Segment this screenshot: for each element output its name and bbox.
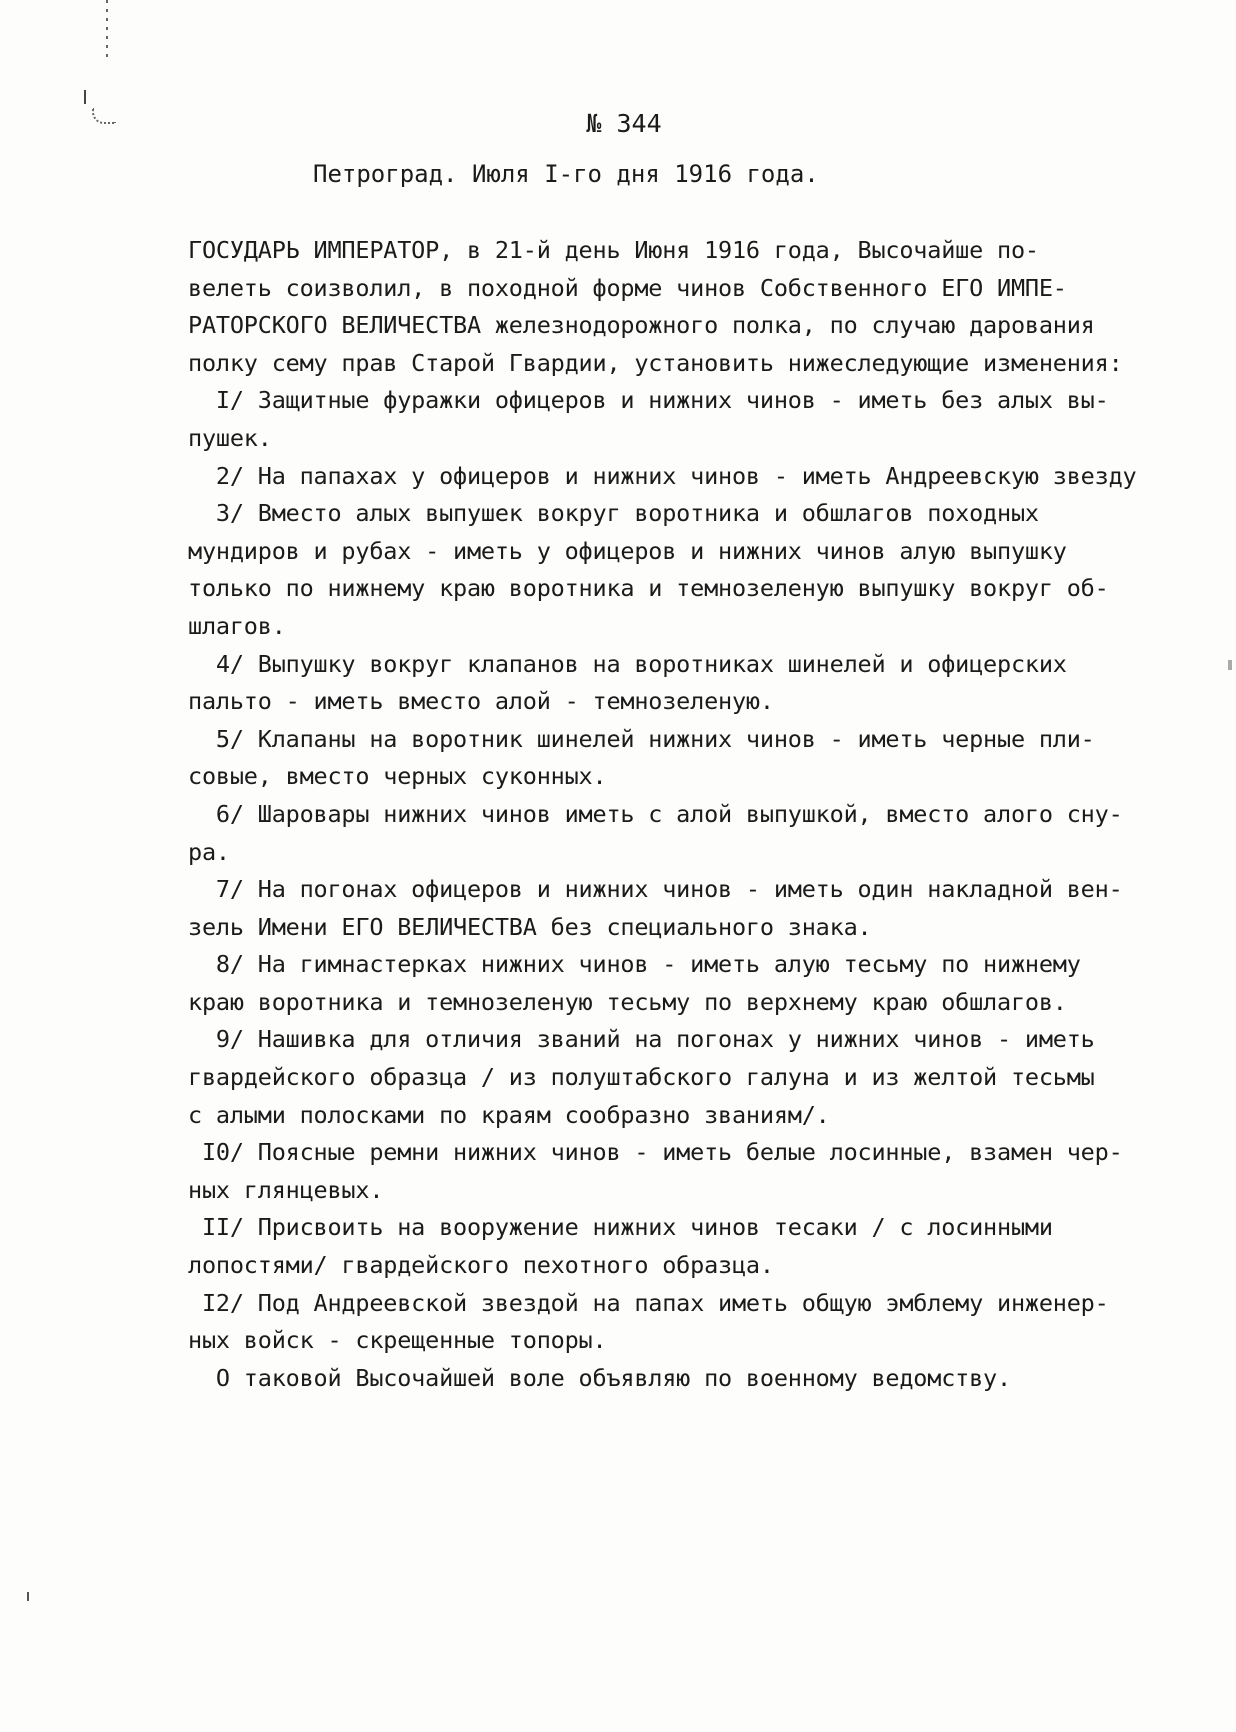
text-line: с алыми полосками по краям сообразно званиям/. — [188, 1100, 830, 1129]
text-line: 8/ На гимнастерках нижних чинов - иметь алую тесьму по нижнему — [188, 950, 1081, 979]
text-line: гвардейского образца / из полуштабского галуна и из желтой тесьмы — [188, 1063, 1095, 1092]
text-line: велеть соизволил, в походной форме чинов Собственного ЕГО ИМПЕ- — [188, 273, 1067, 302]
text-line: 4/ Выпушку вокруг клапанов на воротниках шинелей и офицерских — [188, 649, 1067, 678]
text-line: I0/ Поясные ремни нижних чинов - иметь белые лосинные, взамен чер- — [188, 1138, 1123, 1167]
text-line: шлагов. — [188, 611, 286, 640]
document-number: № 344 — [586, 109, 662, 138]
text-line: совые, вместо черных суконных. — [188, 762, 607, 791]
document-date-line: Петроград. Июля I-го дня 1916 года. — [313, 160, 819, 188]
text-line: 3/ Вместо алых выпушек вокруг воротника и обшлагов походных — [188, 499, 1039, 528]
text-line: ГОСУДАРЬ ИМПЕРАТОР, в 21-й день Июня 1916 года, Высочайше по- — [188, 236, 1039, 264]
text-line: ра. — [188, 837, 230, 866]
text-line: только по нижнему краю воротника и темнозеленую выпушку вокруг об- — [188, 574, 1109, 603]
margin-speck — [27, 1592, 29, 1601]
text-line: О таковой Высочайшей воле объявляю по военному ведомству. — [188, 1363, 1011, 1392]
text-line: ных войск - скрещенные топоры. — [188, 1326, 607, 1355]
margin-dot-trail — [106, 0, 108, 60]
text-line: краю воротника и темнозеленую тесьму по верхнему краю обшлагов. — [188, 987, 1067, 1016]
text-line: 7/ На погонах офицеров и нижних чинов - иметь один накладной вен- — [188, 875, 1123, 904]
text-line: I/ Защитные фуражки офицеров и нижних чинов - иметь без алых вы- — [188, 386, 1109, 415]
text-line: 2/ На папахах у офицеров и нижних чинов - иметь Андреевскую звезду — [188, 461, 1137, 490]
text-line: ных глянцевых. — [188, 1175, 384, 1204]
text-line: 6/ Шаровары нижних чинов иметь с алой выпушкой, вместо алого сну- — [188, 799, 1123, 828]
text-line: I2/ Под Андреевской звездой на папах иметь общую эмблему инженер- — [188, 1288, 1109, 1317]
text-line: РАТОРСКОГО ВЕЛИЧЕСТВА железнодорожного полка, по случаю дарования — [188, 311, 1095, 340]
text-line: мундиров и рубах - иметь у офицеров и нижних чинов алую выпушку — [188, 536, 1067, 565]
margin-tick-mark — [84, 90, 86, 104]
text-line: пушек. — [188, 423, 272, 452]
document-body — [188, 232, 1232, 1397]
text-line: 5/ Клапаны на воротник шинелей нижних чинов - иметь черные пли- — [188, 724, 1095, 753]
text-line: пальто - иметь вместо алой - темнозеленую. — [188, 687, 774, 716]
text-line: лопостями/ гвардейского пехотного образца. — [188, 1251, 774, 1280]
text-line: полку сему прав Старой Гвардии, установить нижеследующие изменения: — [188, 348, 1123, 377]
text-line: 9/ Нашивка для отличия званий на погонах у нижних чинов - иметь — [188, 1025, 1095, 1054]
text-line: зель Имени ЕГО ВЕЛИЧЕСТВА без специального знака. — [188, 912, 872, 941]
text-line: II/ Присвоить на вооружение нижних чинов тесаки / с лосинными — [188, 1213, 1053, 1242]
